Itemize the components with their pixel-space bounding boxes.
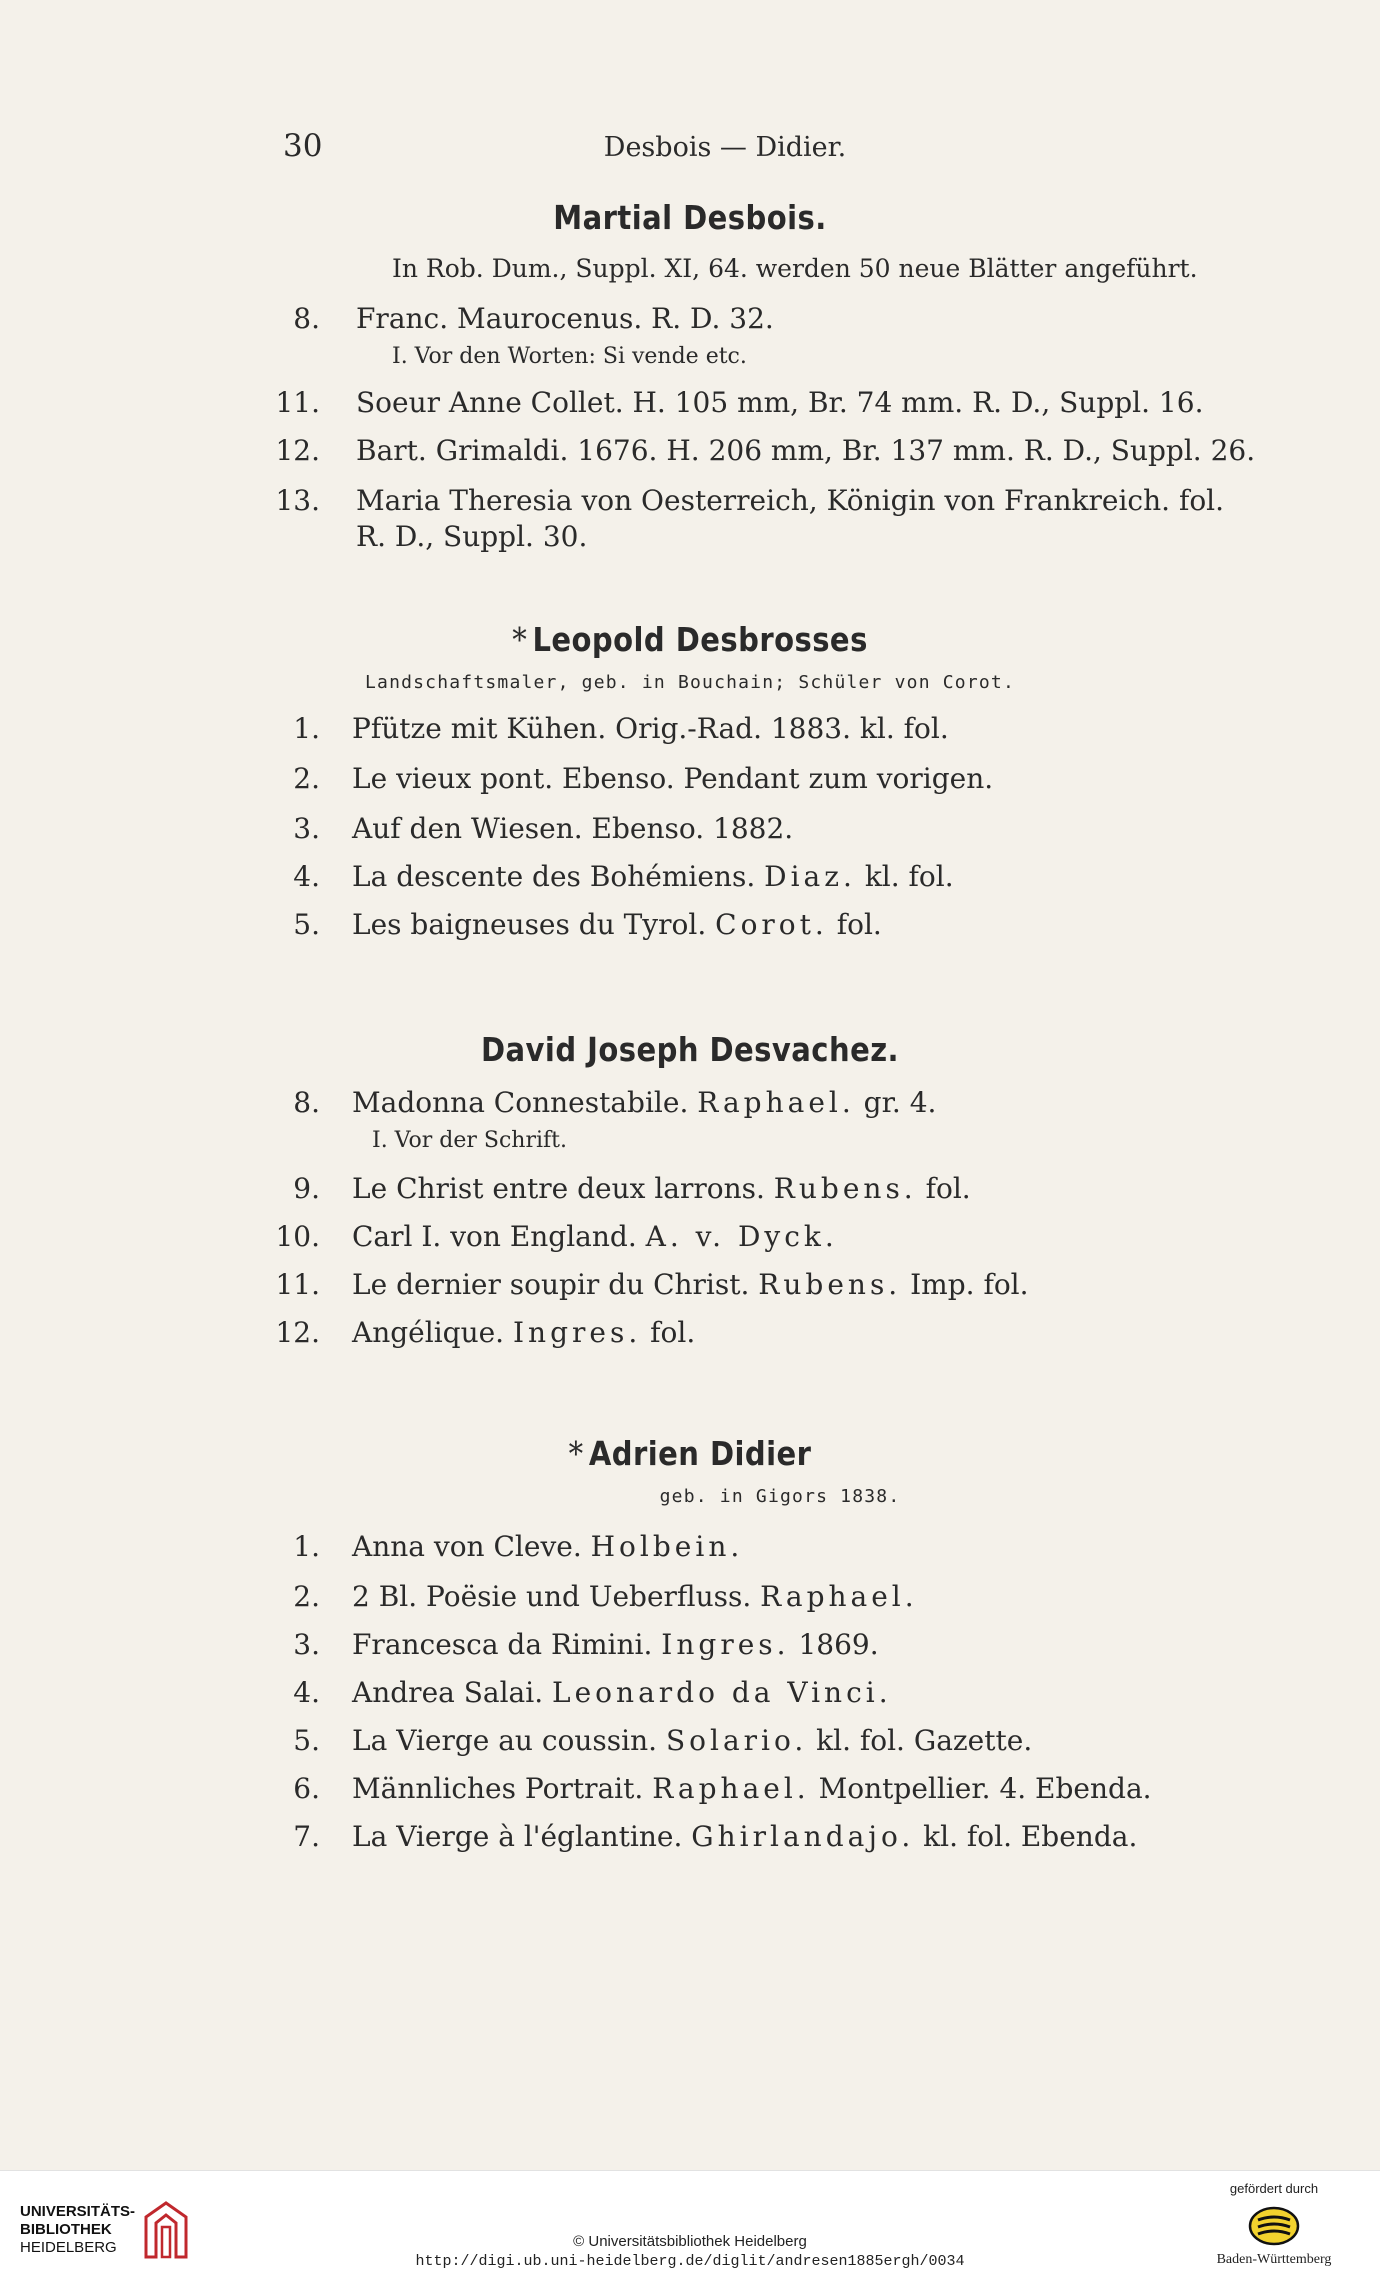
state-note: I. Vor der Schrift. — [372, 1128, 568, 1153]
section-heading-desvachez: David Joseph Desvachez. — [480, 1030, 900, 1069]
section-heading-desbrosses: * Leopold Desbrosses — [512, 620, 868, 659]
footer-bar — [0, 2170, 1380, 2278]
running-head — [0, 128, 1380, 168]
asterisk-mark: * — [512, 620, 528, 659]
permalink-url[interactable]: http://digi.ub.uni-heidelberg.de/diglit/andresen1885ergh/0034 — [415, 2253, 965, 2270]
sponsor-label: gefördert durch — [1229, 2181, 1319, 2196]
section-subtitle: Landschaftsmaler, geb. in Bouchain; Schüler von Corot. — [365, 672, 1015, 693]
section-subtitle: geb. in Gigors 1838. — [659, 1486, 901, 1507]
asterisk-mark: * — [568, 1434, 584, 1473]
sponsor-block — [1194, 2181, 1354, 2268]
list-item-continuation: R. D., Suppl. 30. — [356, 520, 588, 553]
page-number: 30 — [283, 128, 323, 164]
state-crest-icon — [1248, 2206, 1300, 2246]
section-intro: In Rob. Dum., Suppl. XI, 64. werden 50 neue Blätter angeführt. — [392, 254, 1198, 283]
document-page: 30 Desbois — Didier. Martial Desbois. In Rob. Dum., Suppl. XI, 64. werden 50 neue Blätter angeführt. 8. Franc. Maurocenus. R. D. 32. I. Vor den Worten: Si vende etc. 11. Soeur Anne Collet. H. 105 mm, Br. 74 mm. R. D., Suppl. 16. 12. Bart. Grimaldi. 1676. H. 206 mm, Br. 137 mm. R. D., Suppl. 26. 13. Maria Theresia von Oesterreich, Königin von Frankreich. fol. R. D., Suppl. 30. * Leopold Desbrosses Landschaftsmaler, geb. in Bouchain; Schüler von Corot. 1. Pfütze mit Kühen. Orig.-Rad. 1883. kl. fol. 2. Le vieux pont. Ebenso. Pendant zum vorigen. 3. Auf den Wiesen. Ebenso. 1882. 4. La descente des Bohémiens. Diaz. kl. fol. 5. Les baigneuses du Tyrol. Corot. fol. David Joseph Desvachez. 8. Madonna Connestabile. Raphael. gr. 4. I. Vor der Schrift. 9. Le Christ entre deux larrons. Rubens. fol. 10. Carl I. von England. A. v. Dyck. 11. Le dernier soupir du Christ. Rubens. Imp. fol. 12. Angélique. Ingres. fol. * Adrien Didier geb. in Gigors 1838. 1. Anna von Cleve. Holbein. 2. 2 Bl. Poësie und Ueberfluss. Raphael. 3. Francesca da Rimini. Ingres. 1869. 4. Andrea Salai. Leonardo da Vinci. 5. La Vierge au coussin. Solario. kl. fol. Gazette. 6. Männliches Portrait. Raphael. Montpellier. 4. Ebenda. 7. La Vierge à l'églantine. Ghirlandajo. kl. fol. Ebenda. — [0, 0, 1380, 2170]
library-logo[interactable]: UNIVERSITÄTS- BIBLIOTHEK HEIDELBERG — [20, 2203, 136, 2256]
state-note: I. Vor den Worten: Si vende etc. — [392, 344, 747, 369]
sponsor-name: Baden-Württemberg — [1216, 2252, 1332, 2267]
copyright-notice: © Universitätsbibliothek Heidelberg — [573, 2233, 807, 2250]
running-title: Desbois — Didier. — [603, 132, 847, 163]
section-heading-didier: * Adrien Didier — [568, 1434, 812, 1473]
section-heading-desbois: Martial Desbois. — [553, 198, 827, 237]
